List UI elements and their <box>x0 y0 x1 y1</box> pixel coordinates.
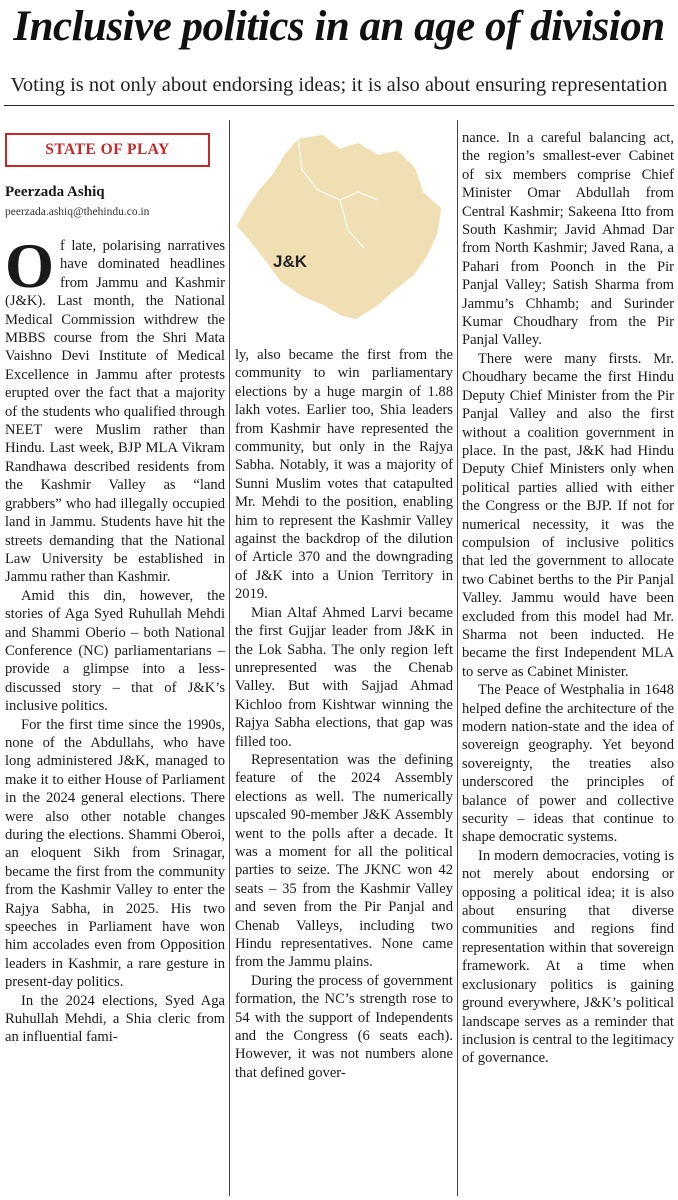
paragraph: During the process of government formation, the NC’s strength rose to 54 with the support of Independents and the Congress (6 seats each). However, it was not numbers alone that defined gover- <box>235 972 453 1081</box>
paragraph: Representation was the defining feature of the 2024 Assembly elections as well. The numerically upscaled 90-member J&K Assembly went to the polls after a decade. It was a moment for all the political parties to seize. The JKNC won 42 seats – 35 from the Kashmir Valley and seven from the Pir Panjal and Chenab Valleys, including two Hindu representatives. None came from the Jammu plains. <box>235 751 453 971</box>
paragraph: Mian Altaf Ahmed Larvi became the first Gujjar leader from J&K in the Lok Sabha. The only region left unrepresented was the Chenab Valley. But with Sajjad Ahmad Kichloo from Kishtwar winning the Rajya Sabha elections, that gap was filled too. <box>235 604 453 750</box>
paragraph: The Peace of Westphalia in 1648 helped define the architecture of the modern nation-state and the idea of sovereign geography. Yet beyond sovereignty, the treaties also underscored the principles of balance of power and collective security – ideas that continue to shape democratic systems. <box>462 682 674 846</box>
column-divider-2 <box>457 120 458 1196</box>
paragraph: Amid this din, however, the stories of Aga Syed Ruhullah Mehdi and Shammi Oberio – both National Conference (NC) parliamentarians – provide a glimpse into a less-discussed story – that of J&K’s inclusive politics. <box>5 587 225 715</box>
paragraph: In modern democracies, voting is not merely about endorsing or opposing a political idea; it is also about ensuring that diverse communities and regions find representation within that sovereign framework. At a time when exclusionary politics is gaining ground everywhere, J&K’s political landscape serves as a reminder that inclusion is central to the legitimacy of governance. <box>462 847 674 1067</box>
paragraph: For the first time since the 1990s, none of the Abdullahs, who have long administered J&K, managed to make it to either House of Parliament in the 2024 general elections. There were also other notable changes during the elections. Shammi Oberoi, an eloquent Sikh from Srinagar, became the first from the community from the Kashmir Valley to enter the Rajya Sabha, in 2025. His two speeches in Parliament have won him accolades even from Opposition leaders in Kashmir, a rare gesture in present-day politics. <box>5 716 225 991</box>
map-shape <box>236 134 442 320</box>
author-byline: Peerzada Ashiq <box>5 184 105 200</box>
map-label: J&K <box>273 252 308 271</box>
paragraph: In the 2024 elections, Syed Aga Ruhullah Mehdi, a Shia cleric from an influential fami- <box>5 992 225 1046</box>
headline: Inclusive politics in an age of division <box>13 3 665 50</box>
paragraph: There were many firsts. Mr. Choudhary became the first Hindu Deputy Chief Minister from the Pir Panjal Valley and also the first without a coalition government in place. In the past, J&K had Hindu Deputy Chief Ministers only when political parties allied with either the Congress or the BJP. If not for numerical necessity, it was the compulsion of inclusive politics that led the government to allocate two Cabinet berths to the Pir Panjal Valley. Jammu would have been excluded from this model had Mr. Sharma not been inducted. He became the first Independent MLA to serve as Cabinet Minister. <box>462 350 674 680</box>
jk-map-illustration <box>228 130 456 335</box>
article-column-2 <box>235 346 453 1082</box>
header-rule <box>4 105 674 106</box>
article-column-3 <box>462 129 674 1068</box>
paragraph: nance. In a careful balancing act, the region’s smallest-ever Cabinet of six members comprise Chief Minister Omar Abdullah from Central Kashmir; Sakeena Itto from South Kashmir; Javid Ahmad Dar from North Kashmir; Javed Rana, a Pahari from Poonch in the Pir Panjal Valley; Satish Sharma from Jammu’s Chhamb; and Surinder Kumar Choudhary from the Pir Panjal Valley. <box>462 130 674 349</box>
paragraph <box>5 231 225 587</box>
subheadline: Voting is not only about endorsing ideas; it is also about ensuring representation <box>10 74 668 96</box>
section-label: STATE OF PLAY <box>5 133 210 167</box>
drop-cap: O <box>5 231 55 301</box>
paragraph: ly, also became the first from the community to win parliamentary elections by a huge margin of 1.88 lakh votes. Earlier too, Shia leaders from Kashmir have represented the community, but only in the Rajya Sabha. Notably, it was a majority of Sunni Muslim votes that catapulted Mr. Mehdi to the position, enabling him to represent the Kashmir Valley against the backdrop of the dilution of Article 370 and the downgrading of J&K into a Union Territory in 2019. <box>235 347 453 603</box>
article-column-1 <box>5 231 225 1047</box>
author-email: peerzada.ashiq@thehindu.co.in <box>5 206 150 218</box>
paragraph-text: f late, polarising narratives have dominated headlines from Jammu and Kashmir (J&K). Last month, the National Medical Commission withdrew the MBBS course from the Shri Mata Vaishno Devi Institute of Medical Excellence in Jammu after protests erupted over the fact that a majority of the students who qualified through NEET were Muslim rather than Hindu. Last week, BJP MLA Vikram Randhawa described residents from the Kashmir Valley as “land grabbers” who had illegally occupied land in Jammu. Students have hit the streets demanding that the National Law University be established in Jammu rather than Kashmir. <box>5 238 225 586</box>
